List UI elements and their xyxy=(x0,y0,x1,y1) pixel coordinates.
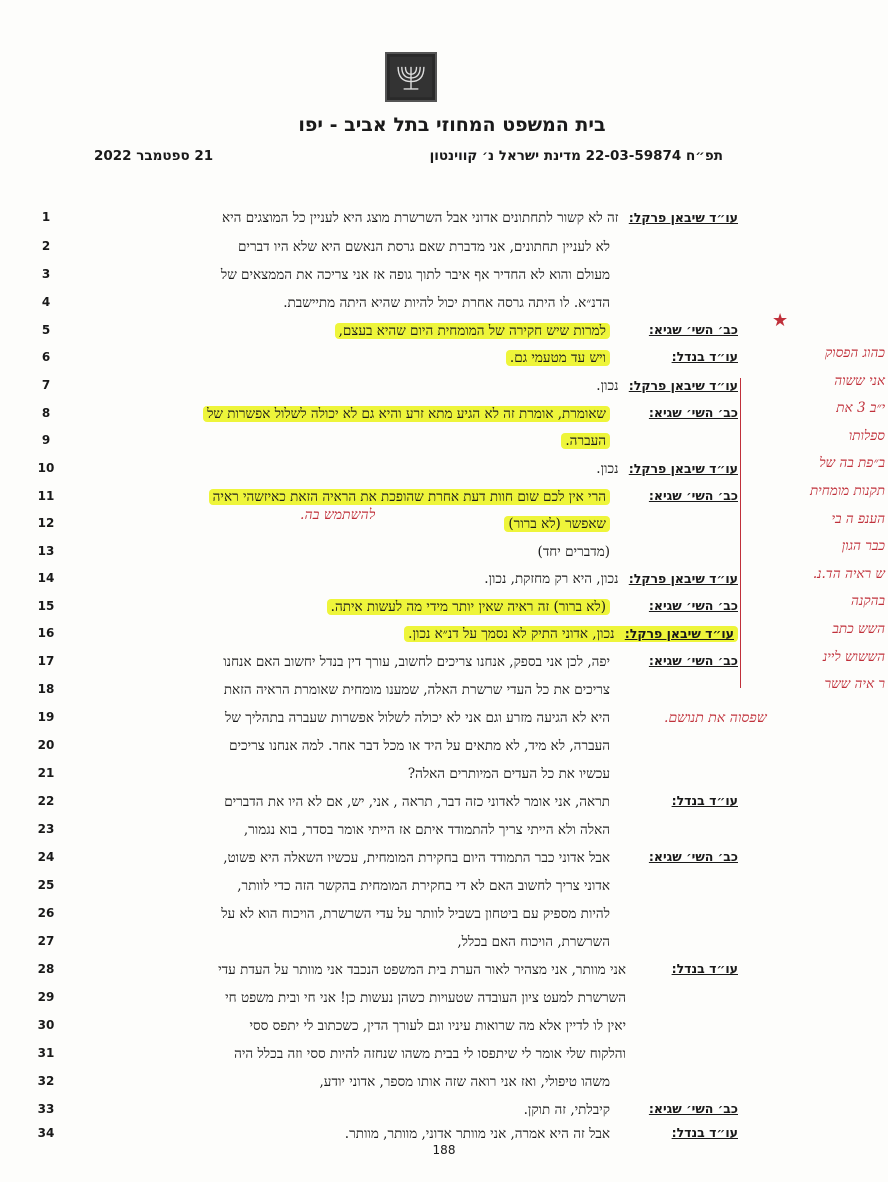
transcript-line: 18 צריכים את כל העדי שרשרת האלה, שמענו מומחית שאומרת הראיה הזאת xyxy=(37,682,610,698)
transcript-line: 33 כב׳ השי׳ שגיא: קיבלתי, זה תוקן. xyxy=(37,1101,738,1118)
transcript-line: 34 עו״ד בנדל: אבל זה היא אמרה, אני מוותר אדוני, מוותר, מוותר. xyxy=(37,1125,738,1142)
transcript-line: 31 והלקוח שלי אומר לי שיתפסו לי בבית משהו שנחזה להיות ססי וזה בכלל היה xyxy=(37,1046,626,1062)
transcript-line: 23 האלה ולא הייתי צריך להתמודד איתם אז הייתי אומר בסדר, בוא נגמור, xyxy=(37,822,610,838)
highlighted-text: למרות שיש חקירה של המומחית היום שהיא בעצם, xyxy=(335,323,610,339)
speaker-label: עו״ד בנדל: xyxy=(671,1125,738,1140)
transcript-line: 4 הדנ״א. לו היתה גרסה אחרת יכול להיות שהיא היתה מתיישבת. xyxy=(41,295,610,311)
highlighted-text: עו״ד שיבאן פרקל: נכון, אדוני התיק לא נסמך על דנ״א נכון. xyxy=(404,626,738,642)
handwritten-inline-note: להשתמש בה. xyxy=(300,507,376,523)
transcript-line: 15 כב׳ השי׳ שגיא: (לא ברור) זה ראיה שאין יותר מידי מה לעשות איתה. xyxy=(37,598,738,615)
transcript-line: 6 עו״ד בנדל: ויש עד מטעמי גם. xyxy=(41,349,738,366)
transcript-line: 9 העברה. xyxy=(0,428,888,454)
speaker-label: כב׳ השי׳ שגיא: xyxy=(648,1101,738,1116)
highlighted-text: ויש עד מטעמי גם. xyxy=(506,350,610,366)
transcript-line: 5 כב׳ השי׳ שגיא: למרות שיש חקירה של המומחית היום שהיא בעצם, xyxy=(41,322,738,339)
transcript-line: 14 עו״ד שיבאן פרקל: נכון, היא רק מחזקת, נכון. xyxy=(37,571,738,587)
speaker-label: עו״ד בנדל: xyxy=(671,793,738,808)
transcript-line: 26 להיות מספיק עם ביטחון בשביל לוותר על עדי השרשרת, הויכוח הוא לא על xyxy=(37,906,610,922)
transcript-line: 13 (מדברים יחד) xyxy=(37,544,610,560)
transcript-line: 25 אדוני צריך לחשוב האם לא די בחקירת המומחית בהקשר הזה כדי לוותר, xyxy=(37,878,610,894)
transcript-line: 12 שאפשר (לא ברור) xyxy=(0,511,888,537)
court-title: בית המשפט המחוזי בתל אביב - יפו xyxy=(298,114,606,136)
hearing-date: 21 ספטמבר 2022 xyxy=(94,148,214,164)
highlighted-text: העברה. xyxy=(561,433,610,449)
transcript-line: 2 לא לעניין תחתונים, אני מדברת שאם גרסת הנאשם היא שלא היו דברים xyxy=(41,239,610,255)
speaker-label: עו״ד בנדל: xyxy=(671,961,738,976)
case-number-line: תפ״ח 22-03-59874 מדינת ישראל נ׳ קווינטון xyxy=(429,148,723,164)
transcript-line: 17 כב׳ השי׳ שגיא: יפה, לכן אני בספק, אנחנו צריכים לחשוב, עורך דין בנדל יחשוב האם אנחנו xyxy=(37,653,738,670)
margin-handwritten-note: כהוג הפסוק אני ששוה י״ב 3 את ספלותו ב״פת בה של תקנות מומחית הענפ ה בי כבר הגון ש ראיה הד.נ. בהקנה השש כתב הששוש ליינ ר איה ששר xyxy=(809,345,885,693)
transcript-line: 11 כב׳ השי׳ שגיא: הרי אין לכם שום חוות דעת אחרת שהופכת את הראיה הזאת כאיזשהי ראיה xyxy=(37,488,738,505)
speaker-label: כב׳ השי׳ שגיא: xyxy=(648,405,738,420)
speaker-label: עו״ד בנדל: xyxy=(671,349,738,364)
transcript-line: 10 עו״ד שיבאן פרקל: נכון. xyxy=(37,461,738,477)
transcript-line: 21 עכשיו את כל העדים המיותרים האלה? xyxy=(37,766,610,782)
transcript-line: 24 כב׳ השי׳ שגיא: אבל אדוני כבר התמודד היום בחקירת המומחית, עכשיו השאלה היא פשוט, xyxy=(37,849,738,866)
handwritten-bottom-note: שפסוה את תנושם. xyxy=(664,710,767,726)
transcript-line: 29 השרשרת למעט ציון העובדה שטעויות כשהן נעשות כן! אני חי ובית משפט חי xyxy=(37,990,626,1006)
transcript-line: 19 היא לא הגיעה מזרע וגם אני לא יכולה לשלול אפשרות שעברה בתהליך של xyxy=(37,710,610,726)
transcript-line: 7 עו״ד שיבאן פרקל: נכון. xyxy=(41,378,738,394)
transcript-line: 28 עו״ד בנדל: אני מוותר, אני מצהיר לאור הערת בית המשפט הנכבד אני מוותר על העדת עדי xyxy=(37,961,738,978)
page-number: 188 xyxy=(432,1143,456,1157)
speaker-label: כב׳ השי׳ שגיא: xyxy=(648,488,738,503)
transcript-line: 3 מעולם והוא לא החדיר אף איבר לתוך גופה אז אני צריכה את הממצאים של xyxy=(41,267,610,283)
star-mark-icon: ★ xyxy=(772,310,789,331)
state-emblem-icon xyxy=(385,52,437,102)
margin-bracket-line xyxy=(740,378,741,688)
highlighted-text: שאומרת, אומרת זה לא הגיע מתא זרע והיא גם לא יכולה לשלול אפשרות של xyxy=(203,406,610,422)
highlighted-text: (לא ברור) זה ראיה שאין יותר מידי מה לעשות איתה. xyxy=(327,599,610,615)
speaker-label: כב׳ השי׳ שגיא: xyxy=(648,322,738,337)
transcript-line: 16 עו״ד שיבאן פרקל: נכון, אדוני התיק לא נסמך על דנ״א נכון. xyxy=(0,621,888,647)
transcript-line: 27 השרשרת, הויכוח האם בכלל, xyxy=(37,934,610,950)
transcript-line: 8 כב׳ השי׳ שגיא: שאומרת, אומרת זה לא הגיע מתא זרע והיא גם לא יכולה לשלול אפשרות של xyxy=(41,405,738,422)
highlighted-text: הרי אין לכם שום חוות דעת אחרת שהופכת את הראיה הזאת כאיזשהי ראיה xyxy=(209,489,610,505)
speaker-label: כב׳ השי׳ שגיא: xyxy=(648,849,738,864)
speaker-label: כב׳ השי׳ שגיא: xyxy=(648,653,738,668)
transcript-line: 22 עו״ד בנדל: תראה, אני אומר לאדוני כזה דבר, תראה , אני, יש, אם לא היו את הדברים xyxy=(37,793,738,810)
speaker-label: כב׳ השי׳ שגיא: xyxy=(648,598,738,613)
transcript-line: 20 העברה, לא מיד, לא מתאים על היד או מכל דבר אחר. למה אנחנו צריכים xyxy=(37,738,610,754)
transcript-line: 30 יאין לו לדיין אלא מה שרואות עיניו וגם לעורך הדין, כשכתוב לי יתפס ססי xyxy=(37,1018,626,1034)
transcript-line: 1 עו״ד שיבאן פרקל: זה לא קשור לתחתונים אדוני אבל השרשרת מוצג היא לעניין כל המוצגים היא xyxy=(41,210,738,226)
highlighted-text: שאפשר (לא ברור) xyxy=(504,516,610,532)
transcript-line: 32 משהו טיפולי, ואז אני רואה שזה אותו מספר, אדוני יודע, xyxy=(37,1074,610,1090)
